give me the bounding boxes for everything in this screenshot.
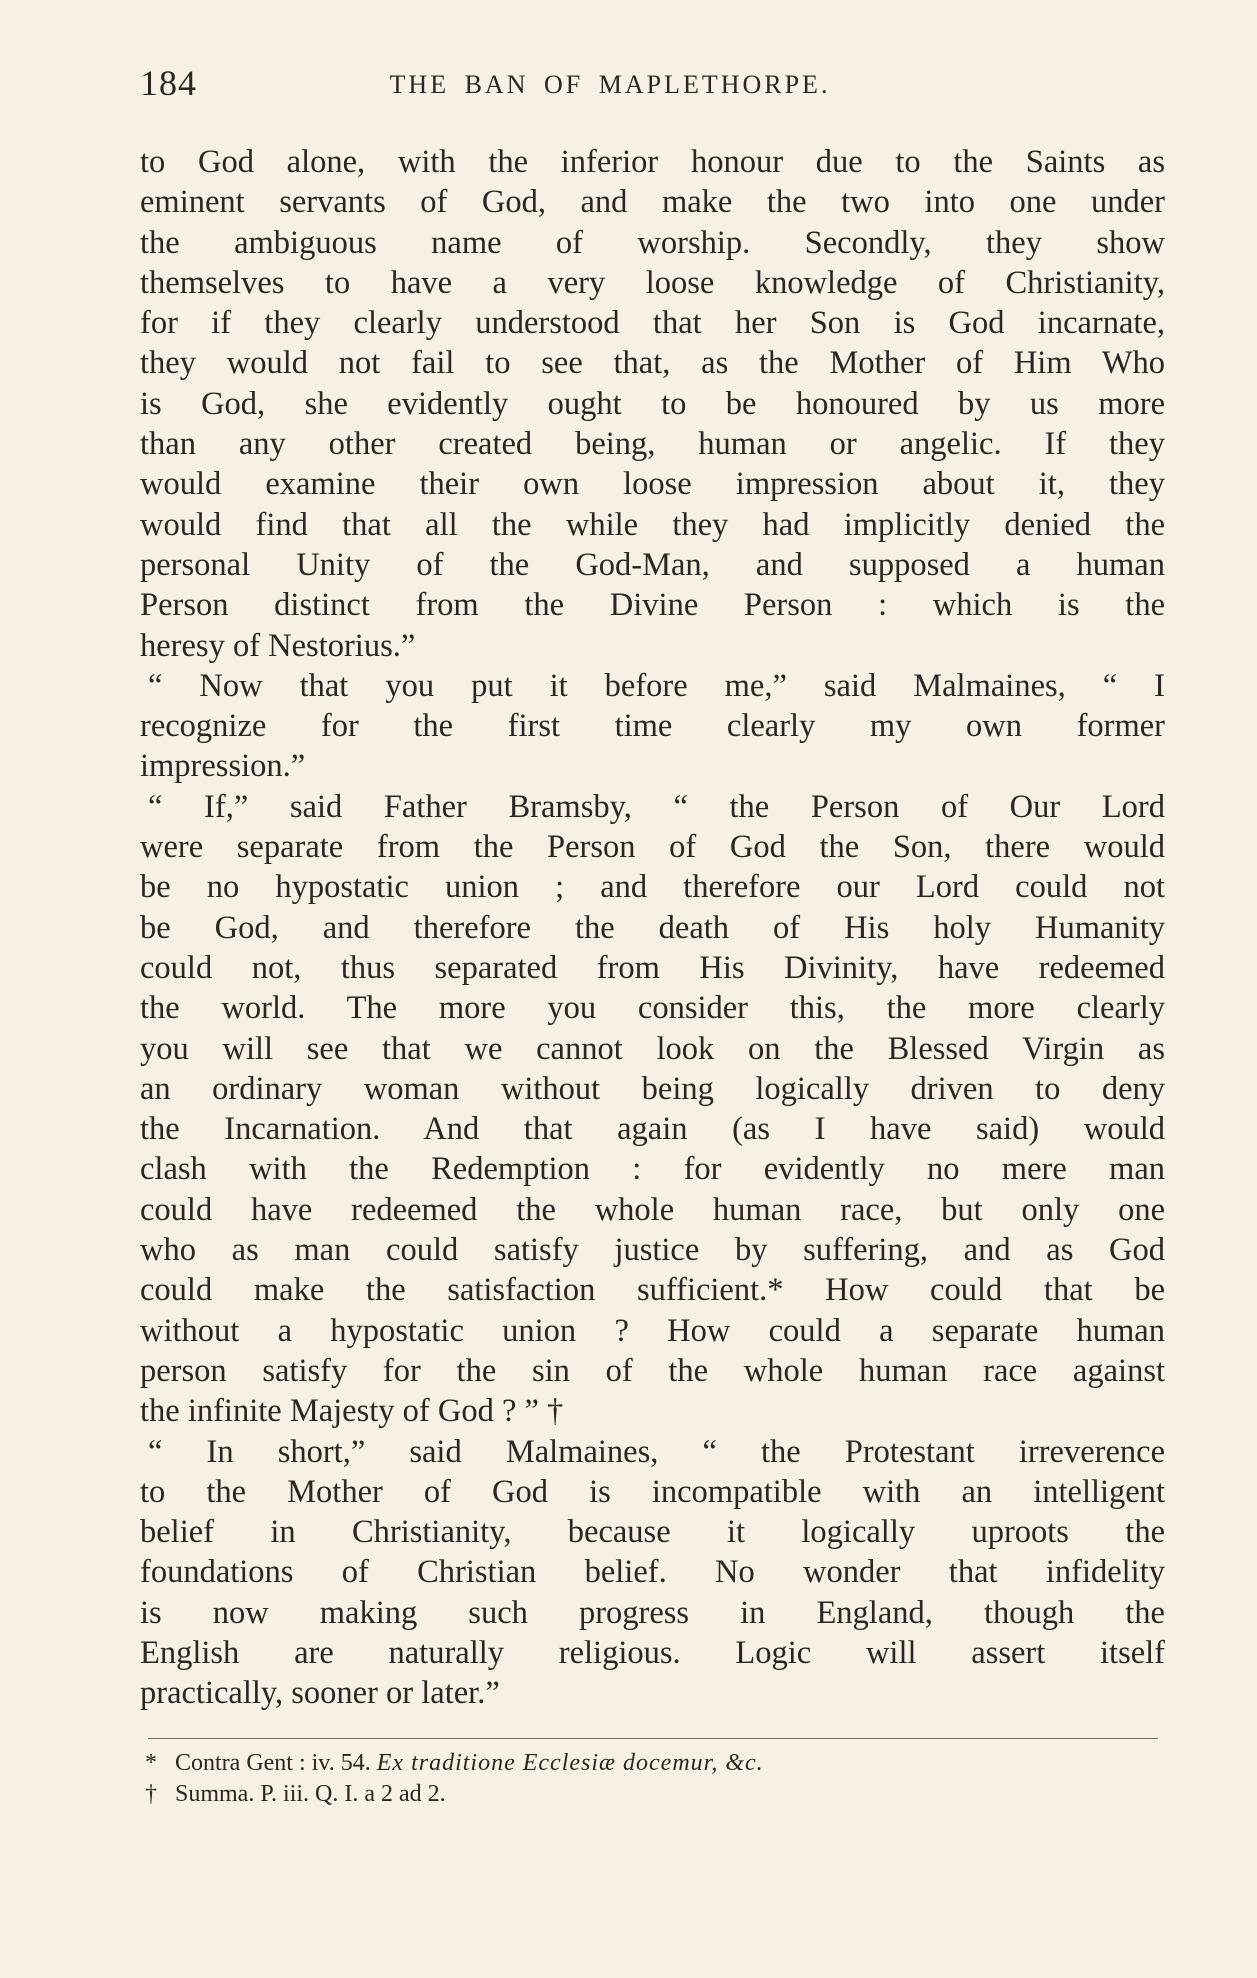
text-line: the Incarnation. And that again (as I have said) would: [140, 1111, 1165, 1148]
footnote-mark: †: [145, 1781, 157, 1807]
text-line: could make the satisfaction sufficient.* How could that be: [140, 1272, 1165, 1309]
footnote-divider: [148, 1738, 1158, 1739]
text-line: you will see that we cannot look on the Blessed Virgin as: [140, 1030, 1165, 1067]
text-line: without a hypostatic union ? How could a separate human: [140, 1312, 1165, 1349]
text-line: clash with the Redemption : for evidently no mere man: [140, 1151, 1165, 1188]
footnote-mark: *: [145, 1750, 157, 1776]
text-line: to the Mother of God is incompatible with an intelligent: [140, 1473, 1165, 1510]
text-line: who as man could satisfy justice by suffering, and as God: [140, 1232, 1165, 1269]
footnote: [145, 1779, 1155, 1810]
text-line: person satisfy for the sin of the whole human race against: [140, 1352, 1165, 1389]
text-line: recognize for the first time clearly my own former: [140, 708, 1165, 745]
text-line: be God, and therefore the death of His holy Humanity: [140, 909, 1165, 946]
text-line: to God alone, with the inferior honour due to the Saints as: [140, 144, 1165, 180]
text-line: heresy of Nestorius.”: [140, 627, 416, 664]
text-line: practically, sooner or later.”: [140, 1675, 500, 1712]
running-header: [140, 62, 1170, 112]
running-title: THE BAN OF MAPLETHORPE.: [389, 70, 831, 99]
text-line: foundations of Christian belief. No wonder that infidelity: [140, 1554, 1165, 1591]
page-number: 184: [140, 63, 197, 103]
text-line: would examine their own loose impression about it, they: [140, 466, 1165, 503]
text-line: an ordinary woman without being logically driven to deny: [140, 1070, 1165, 1107]
text-line: the world. The more you consider this, the more clearly: [140, 990, 1165, 1027]
text-line: “ If,” said Father Bramsby, “ the Person of Our Lord: [148, 788, 1165, 825]
text-line: personal Unity of the God-Man, and supposed a human: [140, 546, 1165, 583]
text-line: be no hypostatic union ; and therefore our Lord could not: [140, 869, 1165, 906]
text-line: for if they clearly understood that her Son is God incarnate,: [140, 305, 1165, 342]
text-line: belief in Christianity, because it logically uproots the: [140, 1514, 1165, 1551]
footnotes: [145, 1748, 1155, 1810]
text-line: “ In short,” said Malmaines, “ the Protestant irreverence: [148, 1433, 1165, 1470]
text-line: would find that all the while they had implicitly denied the: [140, 506, 1165, 543]
text-line: they would not fail to see that, as the Mother of Him Who: [140, 345, 1165, 382]
text-line: could not, thus separated from His Divinity, have redeemed: [140, 949, 1165, 986]
text-line: is God, she evidently ought to be honoured by us more: [140, 385, 1165, 422]
text-line: could have redeemed the whole human race, but only one: [140, 1191, 1165, 1228]
text-line: the infinite Majesty of God ? ” †: [140, 1393, 564, 1430]
text-line: “ Now that you put it before me,” said Malmaines, “ I: [148, 667, 1165, 704]
footnote: [145, 1748, 1155, 1779]
text-line: the ambiguous name of worship. Secondly, they show: [140, 224, 1165, 261]
text-line: impression.”: [140, 748, 306, 785]
footnote-text: Summa. P. iii. Q. I. a 2 ad 2.: [175, 1781, 446, 1807]
footnote-text: Contra Gent : iv. 54.: [175, 1750, 371, 1776]
text-line: than any other created being, human or angelic. If they: [140, 426, 1165, 463]
text-line: Person distinct from the Divine Person : which is the: [140, 587, 1165, 624]
text-line: is now making such progress in England, though the: [140, 1594, 1165, 1631]
text-line: were separate from the Person of God the Son, there would: [140, 829, 1165, 866]
text-line: English are naturally religious. Logic will assert itself: [140, 1634, 1165, 1671]
text-line: eminent servants of God, and make the two into one under: [140, 184, 1165, 221]
footnote-italic-text: Ex traditione Ecclesiæ docemur, &c.: [376, 1750, 764, 1776]
body-text: [140, 142, 1165, 1714]
text-line: themselves to have a very loose knowledge of Christianity,: [140, 264, 1165, 301]
